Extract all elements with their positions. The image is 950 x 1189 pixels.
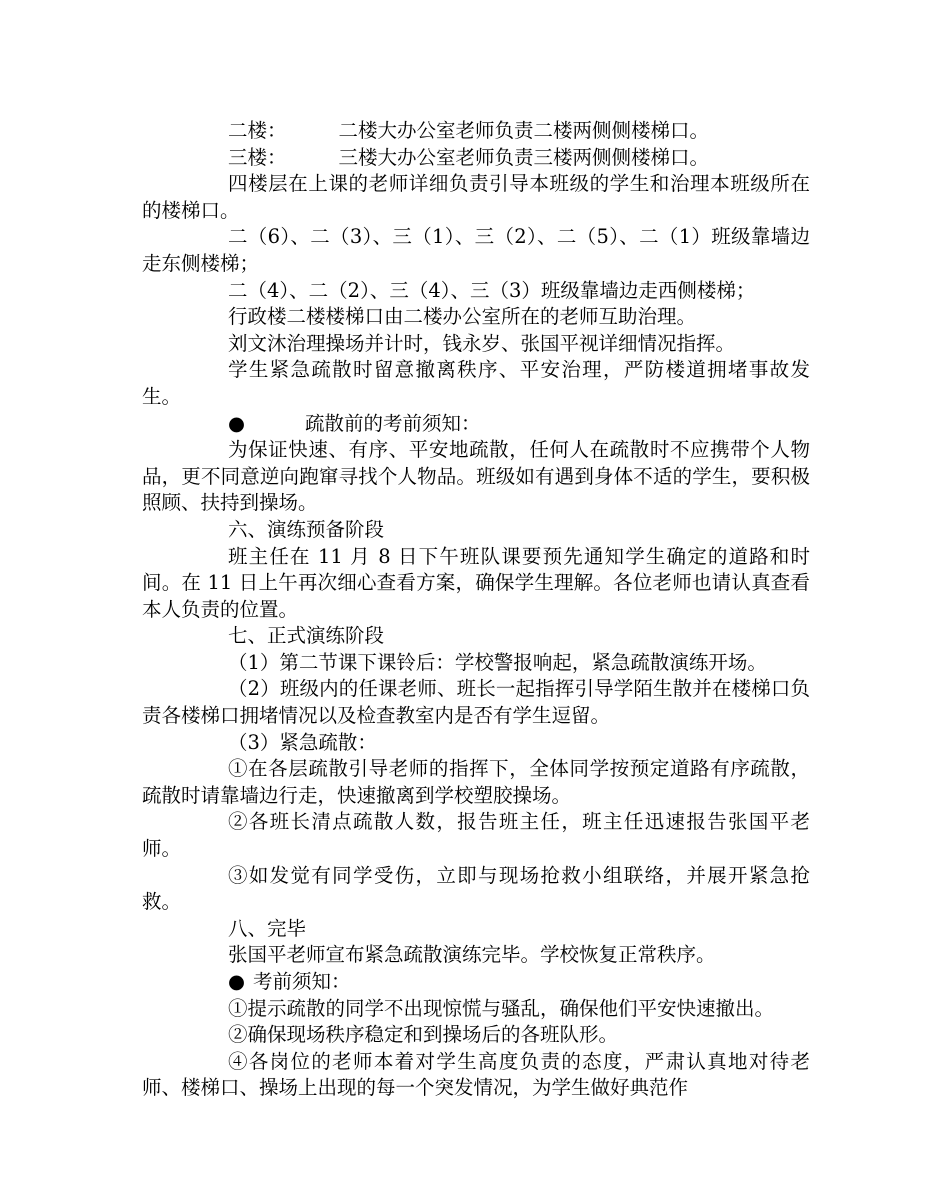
bullet-icon: ● [228,970,246,993]
paragraph-note-4: ④各岗位的老师本着对学生高度负责的态度，严肃认真地对待老师、楼梯口、操场上出现的每一个突发情况，为学生做好典范作 [142,1049,810,1100]
paragraph-bullet-exam [142,969,810,996]
paragraph-safety: 学生紧急疏散时留意撤离秩序、平安治理，严防楼道拥堵事故发生。 [142,358,810,408]
paragraph-step-3: （3）紧急疏散： [228,730,377,754]
paragraph-step-3-3: ③如发觉有同学受伤，立即与现场抢救小组联络，并展开紧急抢救。 [142,863,810,914]
paragraph-step-1: （1）第二节课下课铃后：学校警报响起，紧急疏散演练开场。 [228,650,767,674]
paragraph-text: 疏散前的考前须知： [305,411,481,435]
paragraph-text: 考前须知： [253,970,351,993]
paragraph-playground: 刘文沐治理操场并计时，钱永岁、张国平视详细情况指挥。 [228,331,736,355]
section-heading-7: 七、正式演练阶段 [228,624,385,648]
paragraph-bullet-notes [142,411,810,438]
paragraph-floor-2 [142,118,810,145]
paragraph-text: 二楼大办公室老师负责二楼两侧侧楼梯口。 [338,119,710,142]
paragraph-note-2: ②确保现场秩序稳定和到操场后的各班队形。 [228,1023,619,1047]
floor-label: 三楼： [228,145,287,169]
document-page [142,118,810,1102]
paragraph-step-2: （2）班级内的任课老师、班长一起指挥引导学陌生散并在楼梯口负责各楼梯口拥堵情况以及检查教室内是否有学生逗留。 [142,677,810,728]
section-heading-6: 六、演练预备阶段 [228,517,385,541]
paragraph-step-3-1: ①在各层疏散引导老师的指挥下，全体同学按预定道路有序疏散，疏散时请靠墙边行走，快速撤离到学校塑胶操场。 [142,757,810,807]
paragraph-floor-3 [142,145,810,172]
section-heading-8: 八、完毕 [228,916,307,940]
paragraph-text: 三楼大办公室老师负责三楼两侧侧楼梯口。 [338,145,710,169]
paragraph-belongings: 为保证快速、有序、平安地疏散，任何人在疏散时不应携带个人物品，更不同意逆向跑窜寻找个人物品。班级如有遇到身体不适的学生，要积极照顾、扶持到操场。 [142,438,810,515]
floor-label: 二楼： [228,119,287,142]
paragraph-step-3-2: ②各班长清点疏散人数，报告班主任，班主任迅速报告张国平老师。 [142,810,810,861]
paragraph-floor-4: 四楼层在上课的老师详细负责引导本班级的学生和治理本班级所在的楼梯口。 [142,172,810,222]
bullet-icon: ● [228,411,246,435]
paragraph-end: 张国平老师宣布紧急疏散演练完毕。学校恢复正常秩序。 [228,943,716,967]
paragraph-west-stairs: 二（4）、二（2）、三（4）、三（3）班级靠墙边走西侧楼梯； [228,278,756,302]
paragraph-prep: 班主任在 11 月 8 日下午班队课要预先通知学生确定的道路和时间。在 11 日上午再次细心查看方案，确保学生理解。各位老师也请认真查看本人负责的位置。 [142,544,810,621]
paragraph-admin-building: 行政楼二楼楼梯口由二楼办公室所在的老师互助治理。 [228,305,697,329]
paragraph-east-stairs: 二（6）、二（3）、三（1）、三（2）、二（5）、二（1）班级靠墙边走东侧楼梯； [142,225,810,275]
paragraph-note-1: ①提示疏散的同学不出现惊慌与骚乱，确保他们平安快速撤出。 [228,996,775,1020]
